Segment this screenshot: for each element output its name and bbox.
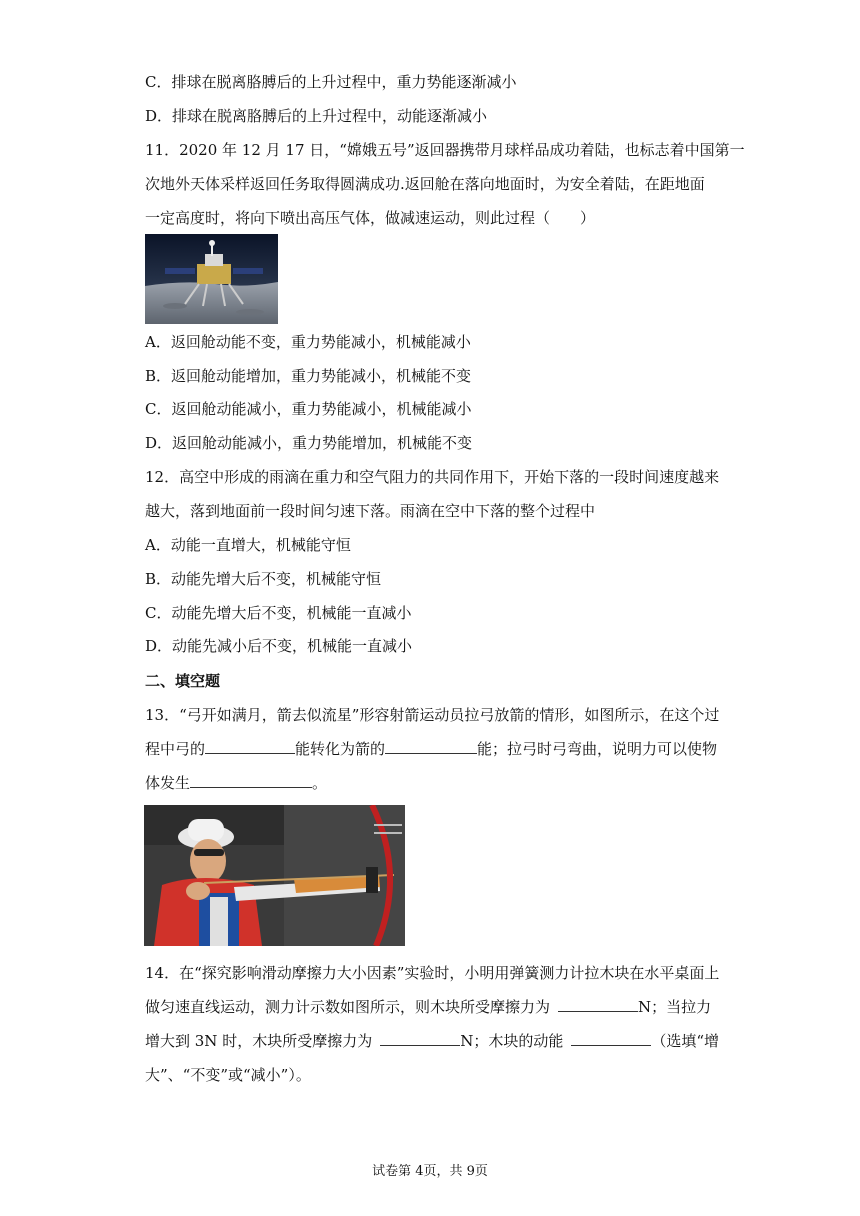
- q13-stem-line3: [145, 773, 327, 793]
- lunar-lander-image: [145, 234, 278, 324]
- q11-option-a: A．返回舱动能不变，重力势能减小，机械能减小: [145, 333, 471, 351]
- q14-blank-1: [558, 997, 638, 1012]
- page-footer: 试卷第 4页，共 9页: [372, 1164, 488, 1179]
- q13-text-part: 程中弓的: [145, 740, 206, 758]
- q10-option-d: D．排球在脱离胳膊后的上升过程中，动能逐渐减小: [145, 107, 488, 125]
- q13-stem-line2: [145, 739, 717, 759]
- q11-option-b: B．返回舱动能增加，重力势能减小，机械能不变: [145, 367, 472, 385]
- q11-option-d: D．返回舱动能减小，重力势能增加，机械能不变: [145, 434, 473, 452]
- q12-option-c: C．动能先增大后不变，机械能一直减小: [145, 604, 412, 622]
- q13-text-part: 能；拉弓时弓弯曲，说明力可以使物: [477, 740, 718, 758]
- q14-stem-line3: [145, 1031, 719, 1051]
- q14-text-part: 增大到 3N 时，木块所受摩擦力为: [145, 1032, 373, 1050]
- q14-text-part: （选填“增: [651, 1032, 720, 1050]
- q14-stem-line4: 大”、“不变”或“减小”）。: [145, 1066, 311, 1084]
- q12-option-d: D．动能先减小后不变，机械能一直减小: [145, 637, 413, 655]
- q14-stem-line2: [145, 997, 711, 1017]
- q14-text-part: N；当拉力: [638, 998, 712, 1016]
- q14-stem-line1: 14．在“探究影响滑动摩擦力大小因素”实验时，小明用弹簧测力计拉木块在水平桌面上: [145, 964, 720, 982]
- q14-blank-2: [380, 1031, 460, 1046]
- q11-stem-line2: 次地外天体采样返回任务取得圆满成功.返回舱在落向地面时，为安全着陆，在距地面: [145, 175, 705, 193]
- q12-stem-line1: 12．高空中形成的雨滴在重力和空气阻力的共同作用下，开始下落的一段时间速度越来: [145, 468, 720, 486]
- q14-text-part: 做匀速直线运动，测力计示数如图所示，则木块所受摩擦力为: [145, 998, 551, 1016]
- q13-blank-1: [205, 739, 295, 754]
- q12-stem-line2: 越大，落到地面前一段时间匀速下落。雨滴在空中下落的整个过程中: [145, 502, 596, 520]
- q12-option-b: B．动能先增大后不变，机械能守恒: [145, 570, 382, 588]
- q13-blank-3: [190, 773, 312, 788]
- q13-stem-line1: 13．“弓开如满月，箭去似流星”形容射箭运动员拉弓放箭的情形，如图所示，在这个过: [145, 706, 720, 724]
- archer-image: [144, 805, 405, 946]
- q14-text-part: N；木块的动能: [460, 1032, 564, 1050]
- q14-blank-3: [571, 1031, 651, 1046]
- q12-option-a: A．动能一直增大，机械能守恒: [145, 536, 351, 554]
- q13-text-part: 体发生: [145, 774, 191, 792]
- q10-option-c: C．排球在脱离胳膊后的上升过程中，重力势能逐渐减小: [145, 73, 517, 91]
- q13-text-part: 能转化为箭的: [295, 740, 386, 758]
- q11-stem-line1: 11．2020 年 12 月 17 日，“嫦娥五号”返回器携带月球样品成功着陆，也标志着中国第一: [145, 141, 745, 159]
- q11-stem-line3: 一定高度时，将向下喷出高压气体，做减速运动，则此过程（ ）: [145, 209, 596, 227]
- q13-text-part: 。: [312, 774, 328, 792]
- q11-option-c: C．返回舱动能减小，重力势能减小，机械能减小: [145, 400, 472, 418]
- q13-blank-2: [385, 739, 477, 754]
- section-title-fill-in: 二、填空题: [145, 672, 221, 690]
